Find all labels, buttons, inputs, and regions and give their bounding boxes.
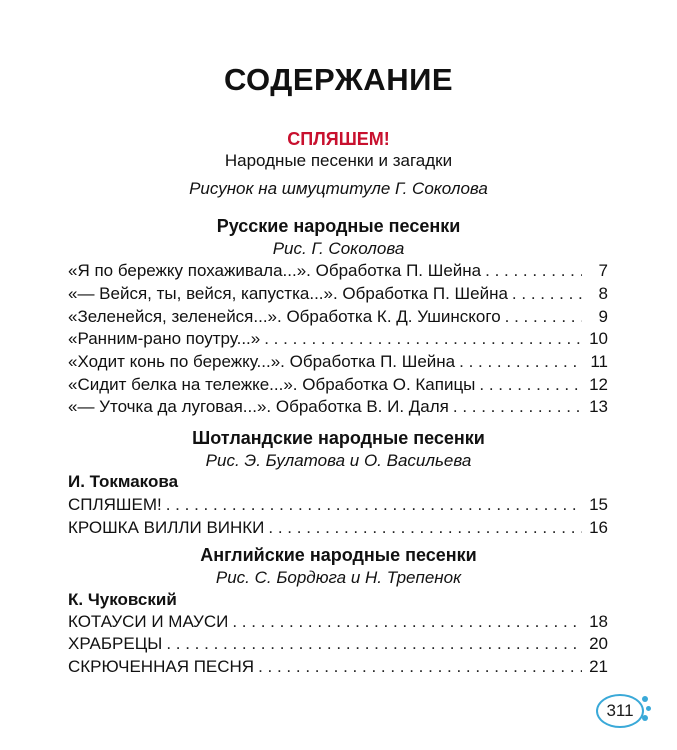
page-title: СОДЕРЖАНИЕ [223,62,454,97]
toc-entry-title: ХРАБРЕЦЫ [68,634,163,653]
toc-entry-page: 9 [598,307,608,326]
toc-entry[interactable] [68,397,608,419]
toc-entry[interactable] [68,657,608,679]
section-author: И. Токмакова [68,472,179,491]
page-number: 311 [596,694,644,728]
toc-entry-title: «Я по бережку похаживала...». Обработка П. Шейна [68,261,482,280]
page-number-badge [594,692,652,728]
toc-entry[interactable] [68,284,608,306]
section-heading-scottish: Шотландские народные песенки [192,428,485,448]
leader-dots [505,307,582,327]
leader-dots [459,352,582,372]
toc-entry-page: 11 [590,352,608,371]
section-credit-russian: Рис. Г. Соколова [272,239,405,258]
toc-entry-page: 7 [598,261,608,280]
toc-entry-title: СКРЮЧЕННАЯ ПЕСНЯ [68,657,255,676]
toc-entry-page: 16 [589,518,608,537]
toc-entry-page: 10 [589,329,608,348]
toc-entry[interactable] [68,612,608,634]
section-heading-russian: Русские народные песенки [216,216,461,236]
part-subtitle: Народные песенки и загадки [224,151,453,170]
leader-dots [485,261,582,281]
section-credit-scottish: Рис. Э. Булатова и О. Васильева [205,451,472,470]
leader-dots [512,284,582,304]
toc-entry-page: 18 [589,612,608,631]
toc-entry[interactable] [68,307,608,329]
toc-entry-page: 13 [589,397,608,416]
toc-entry[interactable] [68,634,608,656]
part-illustrator: Рисунок на шмуцтитуле Г. Соколова [189,179,488,198]
toc-entry[interactable] [68,352,608,374]
toc-entry[interactable] [68,518,608,540]
toc-entry-title: КОТАУСИ И МАУСИ [68,612,229,631]
toc-entry-title: «— Вейся, ты, вейся, капустка...». Обработка П. Шейна [68,284,508,303]
toc-entry-title: «Зеленейся, зеленейся...». Обработка К. Д. Ушинского [68,307,501,326]
toc-entry-page: 12 [589,375,608,394]
leader-dots [166,495,582,515]
toc-entry-page: 20 [589,634,608,653]
leader-dots [166,634,582,654]
toc-entry-page: 21 [589,657,608,676]
toc-entry-page: 15 [589,495,608,514]
section-heading-english: Английские народные песенки [200,545,477,565]
part-heading: СПЛЯШЕМ! [287,129,390,149]
toc-entry-title: СПЛЯШЕМ! [68,495,162,514]
leader-dots [479,375,582,395]
toc-entry-title: «Ранним-рано поутру...» [68,329,261,348]
leader-dots [268,518,582,538]
section-credit-english: Рис. С. Бордюга и Н. Трепенок [215,568,462,587]
decor-dot [642,696,648,702]
toc-entry[interactable] [68,375,608,397]
decor-dot [642,715,648,721]
toc-entry-title: КРОШКА ВИЛЛИ ВИНКИ [68,518,265,537]
toc-entry-title: «Ходит конь по бережку...». Обработка П. Шейна [68,352,456,371]
toc-entry-title: «— Уточка да луговая...». Обработка В. И. Даля [68,397,449,416]
toc-entry-title: «Сидит белка на тележке...». Обработка О. Капицы [68,375,476,394]
toc-entry[interactable] [68,495,608,517]
leader-dots [258,657,582,677]
leader-dots [453,397,582,417]
leader-dots [232,612,582,632]
leader-dots [264,329,582,349]
section-author: К. Чуковский [68,590,177,609]
toc-entry-page: 8 [598,284,608,303]
toc-entry[interactable] [68,261,608,283]
decor-dot [646,706,651,711]
toc-entry[interactable] [68,329,608,351]
